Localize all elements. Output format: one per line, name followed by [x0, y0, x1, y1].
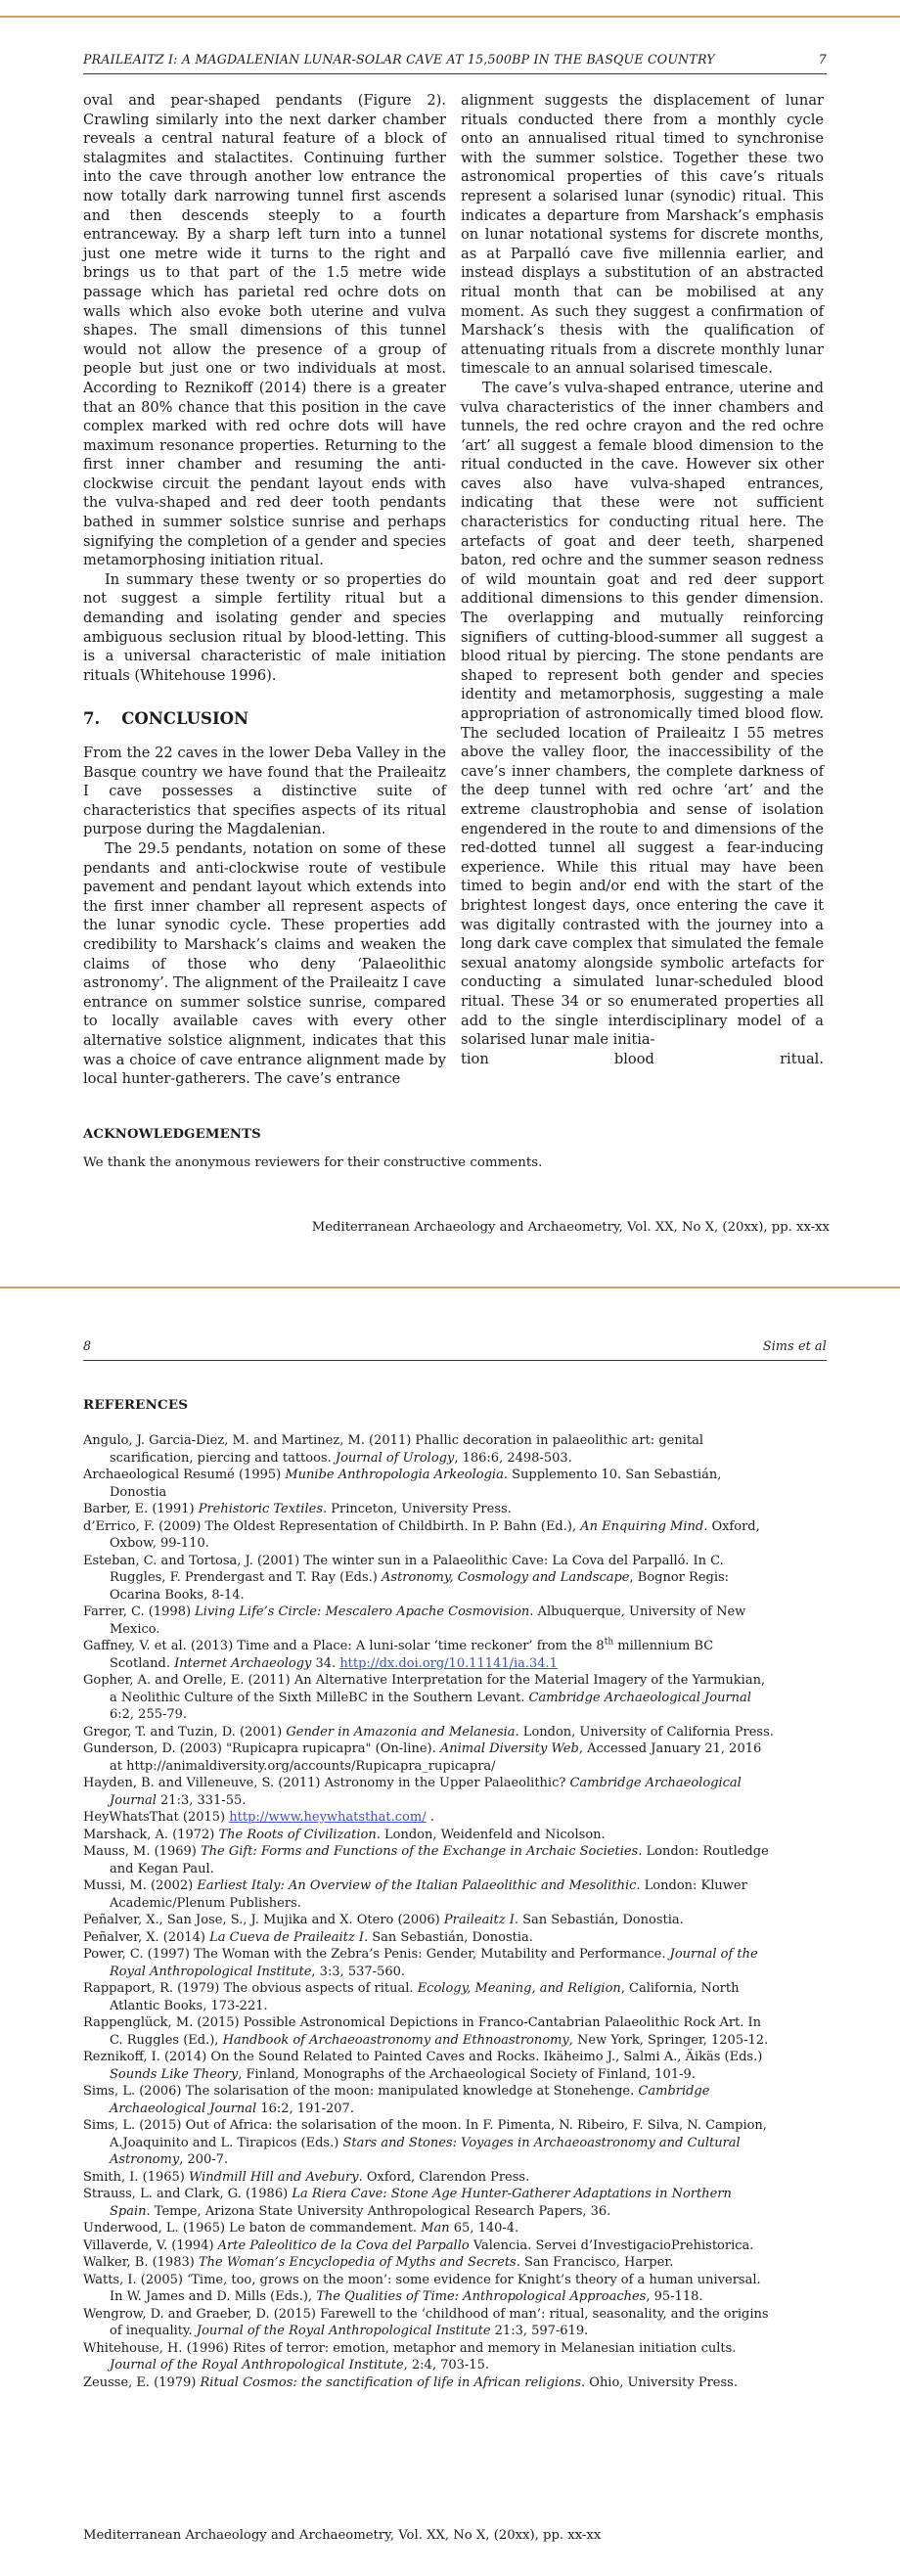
reference-item: [83, 1518, 776, 1553]
reference-item: [83, 2237, 776, 2255]
reference-item: [83, 1809, 776, 1827]
reference-text: 21:3, 597-619.: [490, 2324, 589, 2338]
reference-text: 34.: [311, 1655, 340, 1671]
reference-text: Watts, I. (2005) ‘Time, too, grows on the moon’: some evidence for Knight’s theory of a human universal. In W. James and D. Mills (Eds.),: [83, 2272, 761, 2304]
superscript-text: th: [604, 1637, 614, 1648]
reference-text: Angulo, J. Garcia-Diez, M. and Martinez, M. (2011) Phallic decoration in palaeolithic art: genital scarification, piercing and tattoos.: [83, 1433, 703, 1466]
body-paragraph: alignment suggests the displacement of lunar rituals conducted there from a monthly cycle onto an annualised ritual timed to synchronise with the summer solstice. Together these two astronomical properties of this cave’s rituals represent a solarised lunar (synodic) ritual. This indicates a departure from Marshack’s emphasis on lunar notational systems for discrete months, as at Parpalló cave five millennia earlier, and instead displays a substitution of an abstracted ritual month that can be mobilised at any moment. As such they suggest a confirmation of Marshack’s thesis with the qualification of attenuating rituals from a discrete monthly lunar timescale to an annual solarised timescale.: [461, 92, 824, 378]
body-paragraph: oval and pear-shaped pendants (Figure 2). Crawling similarly into the next darker chamber reveals a central natural feature of a block of stalagmites and stalactites. Continuing further into the cave through another low entrance the now totally dark narrowing tunnel first ascends and then descends steeply to a fourth entranceway. By a sharp left turn into a tunnel just one metre wide it turns to the right and brings us to that part of the 1.5 metre wide passage which has parietal red ochre dots on walls which also evoke both uterine and vulva shapes. The small dimensions of this tunnel would not allow the presence of a group of people but just one or two individuals at most. According to Reznikoff (2014) there is a greater that an 80% chance that this position in the cave complex marked with red ochre dots will have maximum resonance properties. Returning to the first inner chamber and resuming the anti-clockwise circuit the pendant layout ends with the vulva-shaped and red deer tooth pendants bathed in summer solstice sunrise and perhaps signifying the completion of a gender and species metamorphosing initiation ritual.: [83, 92, 446, 569]
reference-text: Mussi, M. (2002): [83, 1878, 198, 1893]
reference-text: Wengrow, D. and Graeber, D. (2015) Farewell to the ‘childhood of man’: ritual, seasonality, and the origins of inequality.: [83, 2306, 769, 2338]
reference-item: [83, 2169, 776, 2187]
last-line-word: ritual.: [780, 1050, 824, 1067]
reference-item: [83, 1672, 776, 1724]
acknowledgements-text: We thank the anonymous reviewers for their constructive comments.: [83, 1155, 543, 1170]
page8-running-head: [83, 1338, 827, 1361]
reference-text: Walker, B. (1983): [83, 2255, 199, 2270]
reference-text: Power, C. (1997) The Woman with the Zebra’s Penis: Gender, Mutability and Performance.: [83, 1947, 670, 1962]
reference-text: . Albuquerque, University of New Mexico.: [110, 1604, 746, 1637]
reference-text: Gopher, A. and Orelle, E. (2011) An Alternative Interpretation for the Material Imagery of the Yarmukian, a Neolithic Culture of the Sixth MilleBC in the Southern Levant.: [83, 1673, 766, 1705]
reference-item: [83, 2340, 776, 2374]
reference-text: . San Sebastián, Donostia.: [514, 1913, 684, 1927]
reference-title-italic: Internet Archaeology: [174, 1655, 312, 1671]
reference-item: [83, 2306, 776, 2340]
section-number: 7.: [83, 709, 101, 729]
page7-running-head: [83, 52, 827, 74]
reference-title-italic: Man: [421, 2221, 450, 2236]
page-top-edge: [0, 16, 900, 18]
page8-running-title: Sims et al: [762, 1338, 827, 1353]
reference-item: [83, 1724, 776, 1741]
reference-text: Rappaport, R. (1979) The obvious aspects of ritual.: [83, 1981, 418, 1996]
reference-text: Zeusse, E. (1979): [83, 2374, 201, 2390]
reference-item: [83, 1432, 776, 1467]
reference-item: [83, 1604, 776, 1638]
last-line-word: blood: [613, 1050, 654, 1067]
reference-text: . London: Kluwer Academic/Plenum Publishers.: [110, 1878, 747, 1911]
reference-item: [83, 1843, 776, 1877]
reference-title-italic: Windmill Hill and Avebury: [189, 2169, 359, 2185]
reference-text: . Ohio, University Press.: [581, 2374, 738, 2390]
reference-title-italic: Handbook of Archaeoastronomy and Ethnoastronomy: [222, 2032, 569, 2048]
reference-text: Rappenglück, M. (2015) Possible Astronomical Depictions in Franco-Cantabrian Palaeolithic Rock Art. In C. Ruggles (Ed.),: [83, 2015, 762, 2048]
reference-item: [83, 1877, 776, 1912]
reference-item: [83, 2186, 776, 2220]
reference-text: . London, University of California Press.: [515, 1724, 774, 1740]
reference-text: Peñalver, X., San Jose, S., J. Mujika and X. Otero (2006): [83, 1913, 444, 1927]
reference-title-italic: Astronomy, Cosmology and Landscape: [382, 1570, 630, 1585]
reference-title-italic: Praileaitz I: [443, 1913, 515, 1927]
reference-title-italic: The Woman’s Encyclopedia of Myths and Secrets: [198, 2255, 517, 2270]
reference-item: [83, 1775, 776, 1809]
reference-text: Sims, L. (2006) The solarisation of the moon: manipulated knowledge at Stonehenge.: [83, 2084, 639, 2099]
reference-text: Marshack, A. (1972): [83, 1827, 219, 1842]
reference-text: , 3:3, 537-560.: [311, 1964, 406, 1979]
reference-title-italic: The Gift: Forms and Functions of the Exchange in Archaic Societies: [200, 1844, 639, 1859]
reference-item: [83, 2083, 776, 2117]
reference-text: 21:3, 331-55.: [156, 1792, 247, 1808]
reference-text: , Finland, Monographs of the Archaeological Society of Finland, 101-9.: [238, 2066, 696, 2082]
references-list: [83, 1432, 776, 2391]
page7-body: [83, 91, 824, 1089]
reference-title-italic: Munibe Anthropologia Arkeologia.: [285, 1468, 508, 1482]
reference-item: [83, 1912, 776, 1929]
reference-text: , 95-118.: [646, 2289, 703, 2304]
reference-text: d’Errico, F. (2009) The Oldest Representation of Childbirth. In P. Bahn (Ed.),: [83, 1518, 581, 1534]
reference-text: 16:2, 191-207.: [256, 2101, 354, 2116]
reference-item: [83, 1980, 776, 2014]
reference-title-italic: Living Life’s Circle: Mescalero Apache Cosmovision: [195, 1604, 530, 1619]
reference-item: [83, 2272, 776, 2306]
reference-title-italic: Sounds Like Theory: [110, 2066, 239, 2082]
reference-item: [83, 1827, 776, 1844]
reference-title-italic: Journal of the Royal Anthropological Institute: [110, 1947, 758, 1979]
page7-header-title: PRAILEAITZ I: A MAGDALENIAN LUNAR-SOLAR CAVE AT 15,500BP IN THE BASQUE COUNTRY: [83, 52, 715, 67]
reference-link[interactable]: http://dx.doi.org/10.11141/ia.34.1: [339, 1655, 558, 1671]
body-paragraph: In summary these twenty or so properties do not suggest a simple fertility ritual but a demanding and isolating gender and species ambiguous seclusion ritual by blood-letting. This is a universal characteristic of male initiation rituals (Whitehouse 1996).: [83, 570, 446, 684]
reference-text: Peñalver, X. (2014): [83, 1929, 210, 1945]
reference-item: [83, 2374, 776, 2392]
reference-item: [83, 2014, 776, 2049]
reference-text: . Princeton, University Press.: [323, 1502, 512, 1516]
reference-title-italic: Arte Paleolitico de la Cova del Parpallo: [217, 2237, 470, 2253]
reference-title-italic: Animal Diversity Web: [439, 1741, 579, 1756]
reference-item: [83, 2049, 776, 2083]
last-line-word: tion: [461, 1050, 489, 1067]
reference-title-italic: Cambridge Archaeological Journal: [528, 1690, 751, 1705]
reference-title-italic: Ritual Cosmos: the sanctification of life in African religions: [200, 2374, 582, 2390]
reference-text: Reznikoff, I. (2014) On the Sound Related to Painted Caves and Rocks. Ikäheimo J., Salmi A., Äikäs (Eds.): [83, 2050, 763, 2064]
reference-text: Farrer, C. (1998): [83, 1604, 196, 1619]
reference-text: Valencia. Servei d’InvestigacioPrehistorica.: [469, 2237, 754, 2253]
reference-item: [83, 2220, 776, 2237]
reference-text: Barber, E. (1991): [83, 1502, 199, 1516]
reference-item: [83, 1638, 776, 1672]
reference-text: Supplemento 10. San Sebastián, Donostia: [110, 1468, 722, 1500]
body-paragraph: The cave’s vulva-shaped entrance, uterine and vulva characteristics of the inner chambers and tunnels, the red ochre crayon and the red ochre ‘art’ all suggest a female blood dimension to the ritual conducted in the cave. However six other caves also have vulva-shaped entrances, indicating that these were not sufficient characteristics for conducting ritual here. The artefacts of goat and deer teeth, sharpened baton, red ochre and the summer season redness of wild mountain goat and red deer support additional dimensions to this gender dimension. The overlapping and mutually reinforcing signifiers of cutting-blood-summer all suggest a blood ritual by piercing. The stone pendants are shaped to represent both gender and species identity and metamorphosis, suggesting a male appropriation of astronomically timed blood flow. The secluded location of Praileaitz I 55 metres above the valley floor, the inaccessibility of the cave’s inner chambers, the complete darkness of the deep tunnel with red ochre ‘art’ and the extreme claustrophobia and sense of isolation engendered in the route to and dimensions of the red-dotted tunnel all suggest a fear-inducing experience. While this ritual may have been timed to begin and/or end with the start of the brightest longest days, once entering the cave it was digitally contrasted with the journey into a long dark cave complex that simulated the female sexual anatomy alongside symbolic artefacts for conducting a simulated lunar-scheduled blood ritual. These 34 or so enumerated properties all add to the single interdisciplinary model of a solarised lunar male initia-: [461, 379, 824, 1049]
page7-page-number: 7: [818, 52, 827, 67]
section-title: CONCLUSION: [121, 709, 249, 729]
reference-title-italic: Stars and Stones: Voyages in Archaeoastronomy and Cultural Astronomy: [110, 2135, 741, 2167]
reference-item: [83, 1929, 776, 1947]
reference-title-italic: Prehistoric Textiles: [198, 1502, 323, 1516]
reference-title-italic: Ecology, Meaning, and Religion: [417, 1981, 621, 1996]
reference-text: Mauss, M. (1969): [83, 1844, 201, 1859]
reference-text: Gregor, T. and Tuzin, D. (2001): [83, 1724, 287, 1740]
reference-text: Esteban, C. and Tortosa, J. (2001) The winter sun in a Palaeolithic Cave: La Cova del Parpalló. In C. Ruggles, F. Prendergast and T. Ray (Eds.): [83, 1553, 724, 1585]
reference-text: Archaeological Resumé (1995): [83, 1468, 286, 1482]
justified-last-line: [461, 1050, 824, 1069]
acknowledgements-section: [83, 1127, 827, 1170]
reference-text: , 186:6, 2498-503.: [454, 1450, 572, 1466]
reference-text: . London, Weidenfeld and Nicolson.: [376, 1827, 606, 1842]
reference-title-italic: Earliest Italy: An Overview of the Italian Palaeolithic and Mesolithic: [197, 1878, 637, 1893]
reference-item: [83, 2117, 776, 2169]
body-paragraph: From the 22 caves in the lower Deba Valley in the Basque country we have found that the Praileaitz I cave possesses a distinctive suite of characteristics that specifies aspects of its ritual purpose during the Magdalenian.: [83, 745, 446, 838]
reference-text: millennium BC Scotland.: [110, 1639, 714, 1671]
reference-text: . San Francisco, Harper.: [516, 2255, 674, 2270]
reference-item: [83, 1467, 776, 1501]
reference-text: Underwood, L. (1965) Le baton de commandement.: [83, 2221, 422, 2236]
reference-title-italic: The Qualities of Time: Anthropological Approaches: [316, 2289, 647, 2304]
reference-text: , California, North Atlantic Books, 173-221.: [110, 1981, 740, 2013]
page8-page-number: 8: [83, 1338, 92, 1353]
reference-text: , New York, Springer, 1205-12.: [568, 2032, 769, 2048]
page-divider: [0, 1287, 900, 1288]
body-paragraph: The 29.5 pendants, notation on some of these pendants and anti-clockwise route of vestibule pavement and pendant layout which extends into the first inner chamber all represent aspects of the lunar synodic cycle. These properties add credibility to Marshack’s claims and weaken the claims of those who deny ‘Palaeolithic astronomy’. The alignment of the Praileaitz I cave entrance on summer solstice sunrise, compared to locally available caves with every other alternative solstice alignment, indicates that this was a choice of cave entrance alignment made by local hunter-gatherers. The cave’s entrance: [83, 839, 446, 1088]
reference-text: , 200-7.: [179, 2152, 229, 2167]
page7-journal-footer: Mediterranean Archaeology and Archaeometry, Vol. XX, No X, (20xx), pp. xx-xx: [311, 1220, 830, 1235]
reference-text: HeyWhatsThat (2015): [83, 1810, 230, 1825]
reference-text: Whitehouse, H. (1996) Rites of terror: emotion, metaphor and memory in Melanesian initiation cults.: [83, 2340, 737, 2356]
reference-text: Smith, I. (1965): [83, 2169, 190, 2185]
references-heading: REFERENCES: [83, 1397, 189, 1413]
reference-title-italic: La Cueva de Praileaitz I: [209, 1929, 364, 1945]
reference-link[interactable]: http://www.heywhatsthat.com/: [229, 1810, 427, 1825]
reference-title-italic: The Roots of Civilization: [218, 1827, 377, 1842]
page7-right-column: [461, 91, 824, 1089]
reference-title-italic: Journal of the Royal Anthropological Institute: [110, 2358, 404, 2373]
reference-title-italic: Cambridge Archaeological Journal: [110, 2084, 710, 2116]
reference-item: [83, 1946, 776, 1980]
reference-text: , Accessed January 21, 2016 at http://animaldiversity.org/accounts/Rupicapra_rupicapra/: [110, 1741, 762, 1774]
reference-title-italic: An Enquiring Mind: [580, 1518, 704, 1534]
reference-item: [83, 1553, 776, 1604]
reference-text: Gunderson, D. (2003) "Rupicapra rupicapra" (On-line).: [83, 1741, 440, 1756]
reference-text: Hayden, B. and Villeneuve, S. (2011) Astronomy in the Upper Palaeolithic?: [83, 1776, 570, 1790]
reference-item: [83, 2254, 776, 2272]
reference-text: Villaverde, V. (1994): [83, 2237, 218, 2253]
reference-title-italic: Journal of Urology: [335, 1450, 455, 1466]
reference-item: [83, 1501, 776, 1518]
reference-text: .: [426, 1810, 434, 1825]
reference-title-italic: Gender in Amazonia and Melanesia: [286, 1724, 516, 1740]
reference-title-italic: Cambridge Archaeological Journal: [110, 1776, 742, 1808]
reference-item: [83, 1740, 776, 1775]
reference-text: . Oxford, Oxbow, 99-110.: [110, 1518, 760, 1551]
reference-text: , 2:4, 703-15.: [403, 2358, 489, 2373]
page8-journal-footer: Mediterranean Archaeology and Archaeometry, Vol. XX, No X, (20xx), pp. xx-xx: [83, 2528, 602, 2543]
reference-text: 65, 140-4.: [449, 2221, 519, 2236]
reference-text: . Oxford, Clarendon Press.: [358, 2169, 530, 2185]
reference-text: 6:2, 255-79.: [110, 1707, 188, 1722]
reference-title-italic: Journal of the Royal Anthropological Institute: [196, 2324, 491, 2338]
reference-text: Gaffney, V. et al. (2013) Time and a Place: A luni-solar ‘time reckoner’ from the 8: [83, 1639, 605, 1653]
acknowledgements-heading: ACKNOWLEDGEMENTS: [83, 1127, 261, 1142]
reference-text: Strauss, L. and Clark, G. (1986): [83, 2187, 292, 2201]
reference-text: , Bognor Regis: Ocarina Books, 8-14.: [110, 1570, 730, 1603]
reference-text: . Tempe, Arizona State University Anthropological Research Papers, 36.: [146, 2203, 611, 2219]
reference-text: Sims, L. (2015) Out of Africa: the solarisation of the moon. In F. Pimenta, N. Ribeiro, F. Silva, N. Campion, A.Joaquinito and L. Tirapicos (Eds.): [83, 2118, 767, 2150]
conclusion-heading: [83, 709, 446, 729]
page7-left-column: [83, 91, 446, 1089]
reference-title-italic: La Riera Cave: Stone Age Hunter-Gatherer Adaptations in Northern Spain: [110, 2187, 732, 2219]
reference-text: . San Sebastián, Donostia.: [363, 1929, 533, 1945]
reference-text: . London: Routledge and Kegan Paul.: [110, 1844, 769, 1876]
